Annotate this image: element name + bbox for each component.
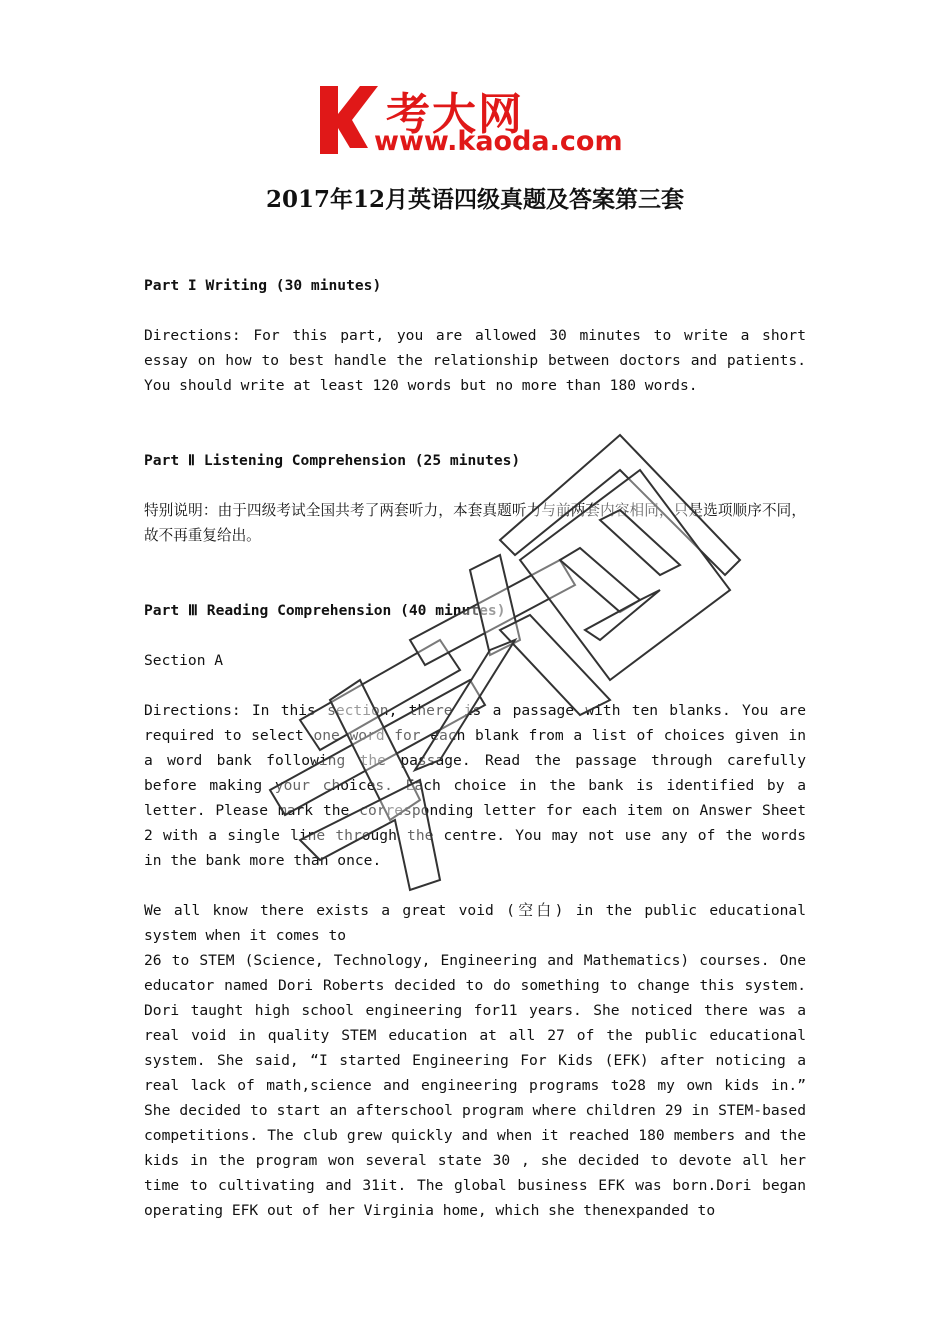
part3-heading: Part Ⅲ Reading Comprehension (40 minutes) (144, 602, 506, 619)
logo-k-icon (318, 84, 378, 156)
part3-directions: Directions: In this section, there is a passage with ten blanks. You are required to select one word for each blank from a list of choices given in a word bank following the passage. Read the passage through carefully before making your choices. Each choice in the bank is identified by a letter. Please mark the corresponding letter for each item on Answer Sheet 2 with a single line through the centre. You may not use any of the words in the bank more than once. (144, 702, 806, 869)
part1-directions: Directions: For this part, you are allowed 30 minutes to write a short essay on how to best handle the relationship between doctors and patients. You should write at least 120 words but no more than 180 words. (144, 327, 806, 394)
part2-note: 特别说明：由于四级考试全国共考了两套听力，本套真题听力与前两套内容相同，只是选项顺序不同，故不再重复给出。 (144, 502, 806, 544)
document-title: 2017年12月英语四级真题及答案第三套 (265, 186, 685, 213)
logo-name: 考大网 (386, 89, 524, 140)
site-logo (318, 80, 638, 160)
document-body (144, 273, 806, 1248)
reading-passage: We all know there exists a great void (空白) in the public educational system when it comes to 26 to STEM (Science, Technology, Engineering and Mathematics) courses. One educator named Dori Roberts decided to do something to change this system. Dori taught high school engineering for11 years. She noticed there was a real void in quality STEM education at all 27 of the public educational system. She said, “I started Engineering For Kids (EFK) after noticing a real lack of math,science and engineering programs to28 my own kids in.” She decided to start an afterschool program where children 29 in STEM-based competitions. The club grew quickly and when it reached 180 members and the kids in the program won several state 30 , she decided to devote all her time to cultivating and 31it. The global business EFK was born.Dori began operating EFK out of her Virginia home, which she thenexpanded to (144, 902, 806, 1219)
logo-url: www.kaoda.com (374, 126, 623, 157)
part3-section: Section A (144, 652, 224, 669)
part2-heading: Part Ⅱ Listening Comprehension (25 minutes) (144, 452, 521, 469)
part1-heading: Part I Writing (30 minutes) (144, 277, 382, 294)
